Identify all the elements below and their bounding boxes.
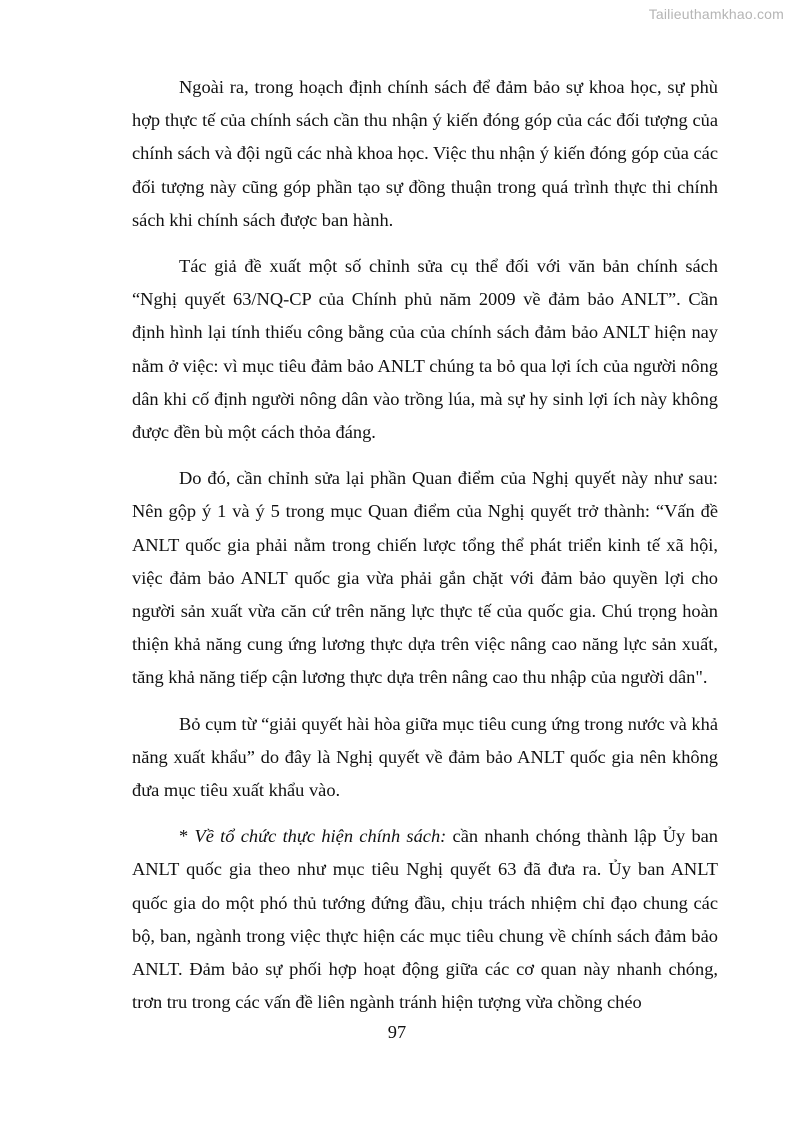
paragraph-5-prefix: * xyxy=(179,826,195,847)
document-body xyxy=(132,71,718,1032)
paragraph-5 xyxy=(132,820,718,1019)
page-number: 97 xyxy=(387,1022,407,1042)
paragraph-3: Do đó, cần chỉnh sửa lại phần Quan điểm của Nghị quyết này như sau: Nên gộp ý 1 và ý 5 trong mục Quan điểm của Nghị quyết trở thành: “Vấn đề ANLT quốc gia phải nằm trong chiến lược tổng thể phát triển kinh tế xã hội, việc đảm bảo ANLT quốc gia vừa phải gắn chặt với đảm bảo quyền lợi cho người sản xuất vừa căn cứ trên năng lực thực tế của quốc gia. Chú trọng hoàn thiện khả năng cung ứng lương thực dựa trên việc nâng cao năng lực sản xuất, tăng khả năng tiếp cận lương thực dựa trên nâng cao thu nhập của người dân". xyxy=(132,468,718,688)
paragraph-4: Bỏ cụm từ “giải quyết hài hòa giữa mục tiêu cung ứng trong nước và khả năng xuất khẩu” do đây là Nghị quyết về đảm bảo ANLT quốc gia nên không đưa mục tiêu xuất khẩu vào. xyxy=(132,713,718,801)
paragraph-5-heading: Về tổ chức thực hiện chính sách: xyxy=(194,826,447,847)
watermark-text: Tailieuthamkhao.com xyxy=(648,6,784,22)
paragraph-5-text: cần nhanh chóng thành lập Ủy ban ANLT quốc gia theo như mục tiêu Nghị quyết 63 đã đưa ra. Ủy ban ANLT quốc gia do một phó thủ tướng đứng đầu, chịu trách nhiệm chỉ đạo chung các bộ, ban, ngành trong việc thực hiện các mục tiêu chung về chính sách đảm bảo ANLT. Đảm bảo sự phối hợp hoạt động giữa các cơ quan này nhanh chóng, trơn tru trong các vấn đề liên ngành tránh hiện tượng vừa chồng chéo xyxy=(132,826,719,1013)
paragraph-1: Ngoài ra, trong hoạch định chính sách để đảm bảo sự khoa học, sự phù hợp thực tế của chính sách cần thu nhận ý kiến đóng góp của các đối tượng của chính sách và đội ngũ các nhà khoa học. Việc thu nhận ý kiến đóng góp của các đối tượng này cũng góp phần tạo sự đồng thuận trong quá trình thực thi chính sách khi chính sách được ban hành. xyxy=(132,77,718,230)
paragraph-2: Tác giả đề xuất một số chỉnh sửa cụ thể đối với văn bản chính sách “Nghị quyết 63/NQ-CP của Chính phủ năm 2009 về đảm bảo ANLT”. Cần định hình lại tính thiếu công bằng của của chính sách đảm bảo ANLT hiện nay nằm ở việc: vì mục tiêu đảm bảo ANLT chúng ta bỏ qua lợi ích của người nông dân khi cố định người nông dân vào trồng lúa, mà sự hy sinh lợi ích này không được đền bù một cách thỏa đáng. xyxy=(132,256,718,443)
